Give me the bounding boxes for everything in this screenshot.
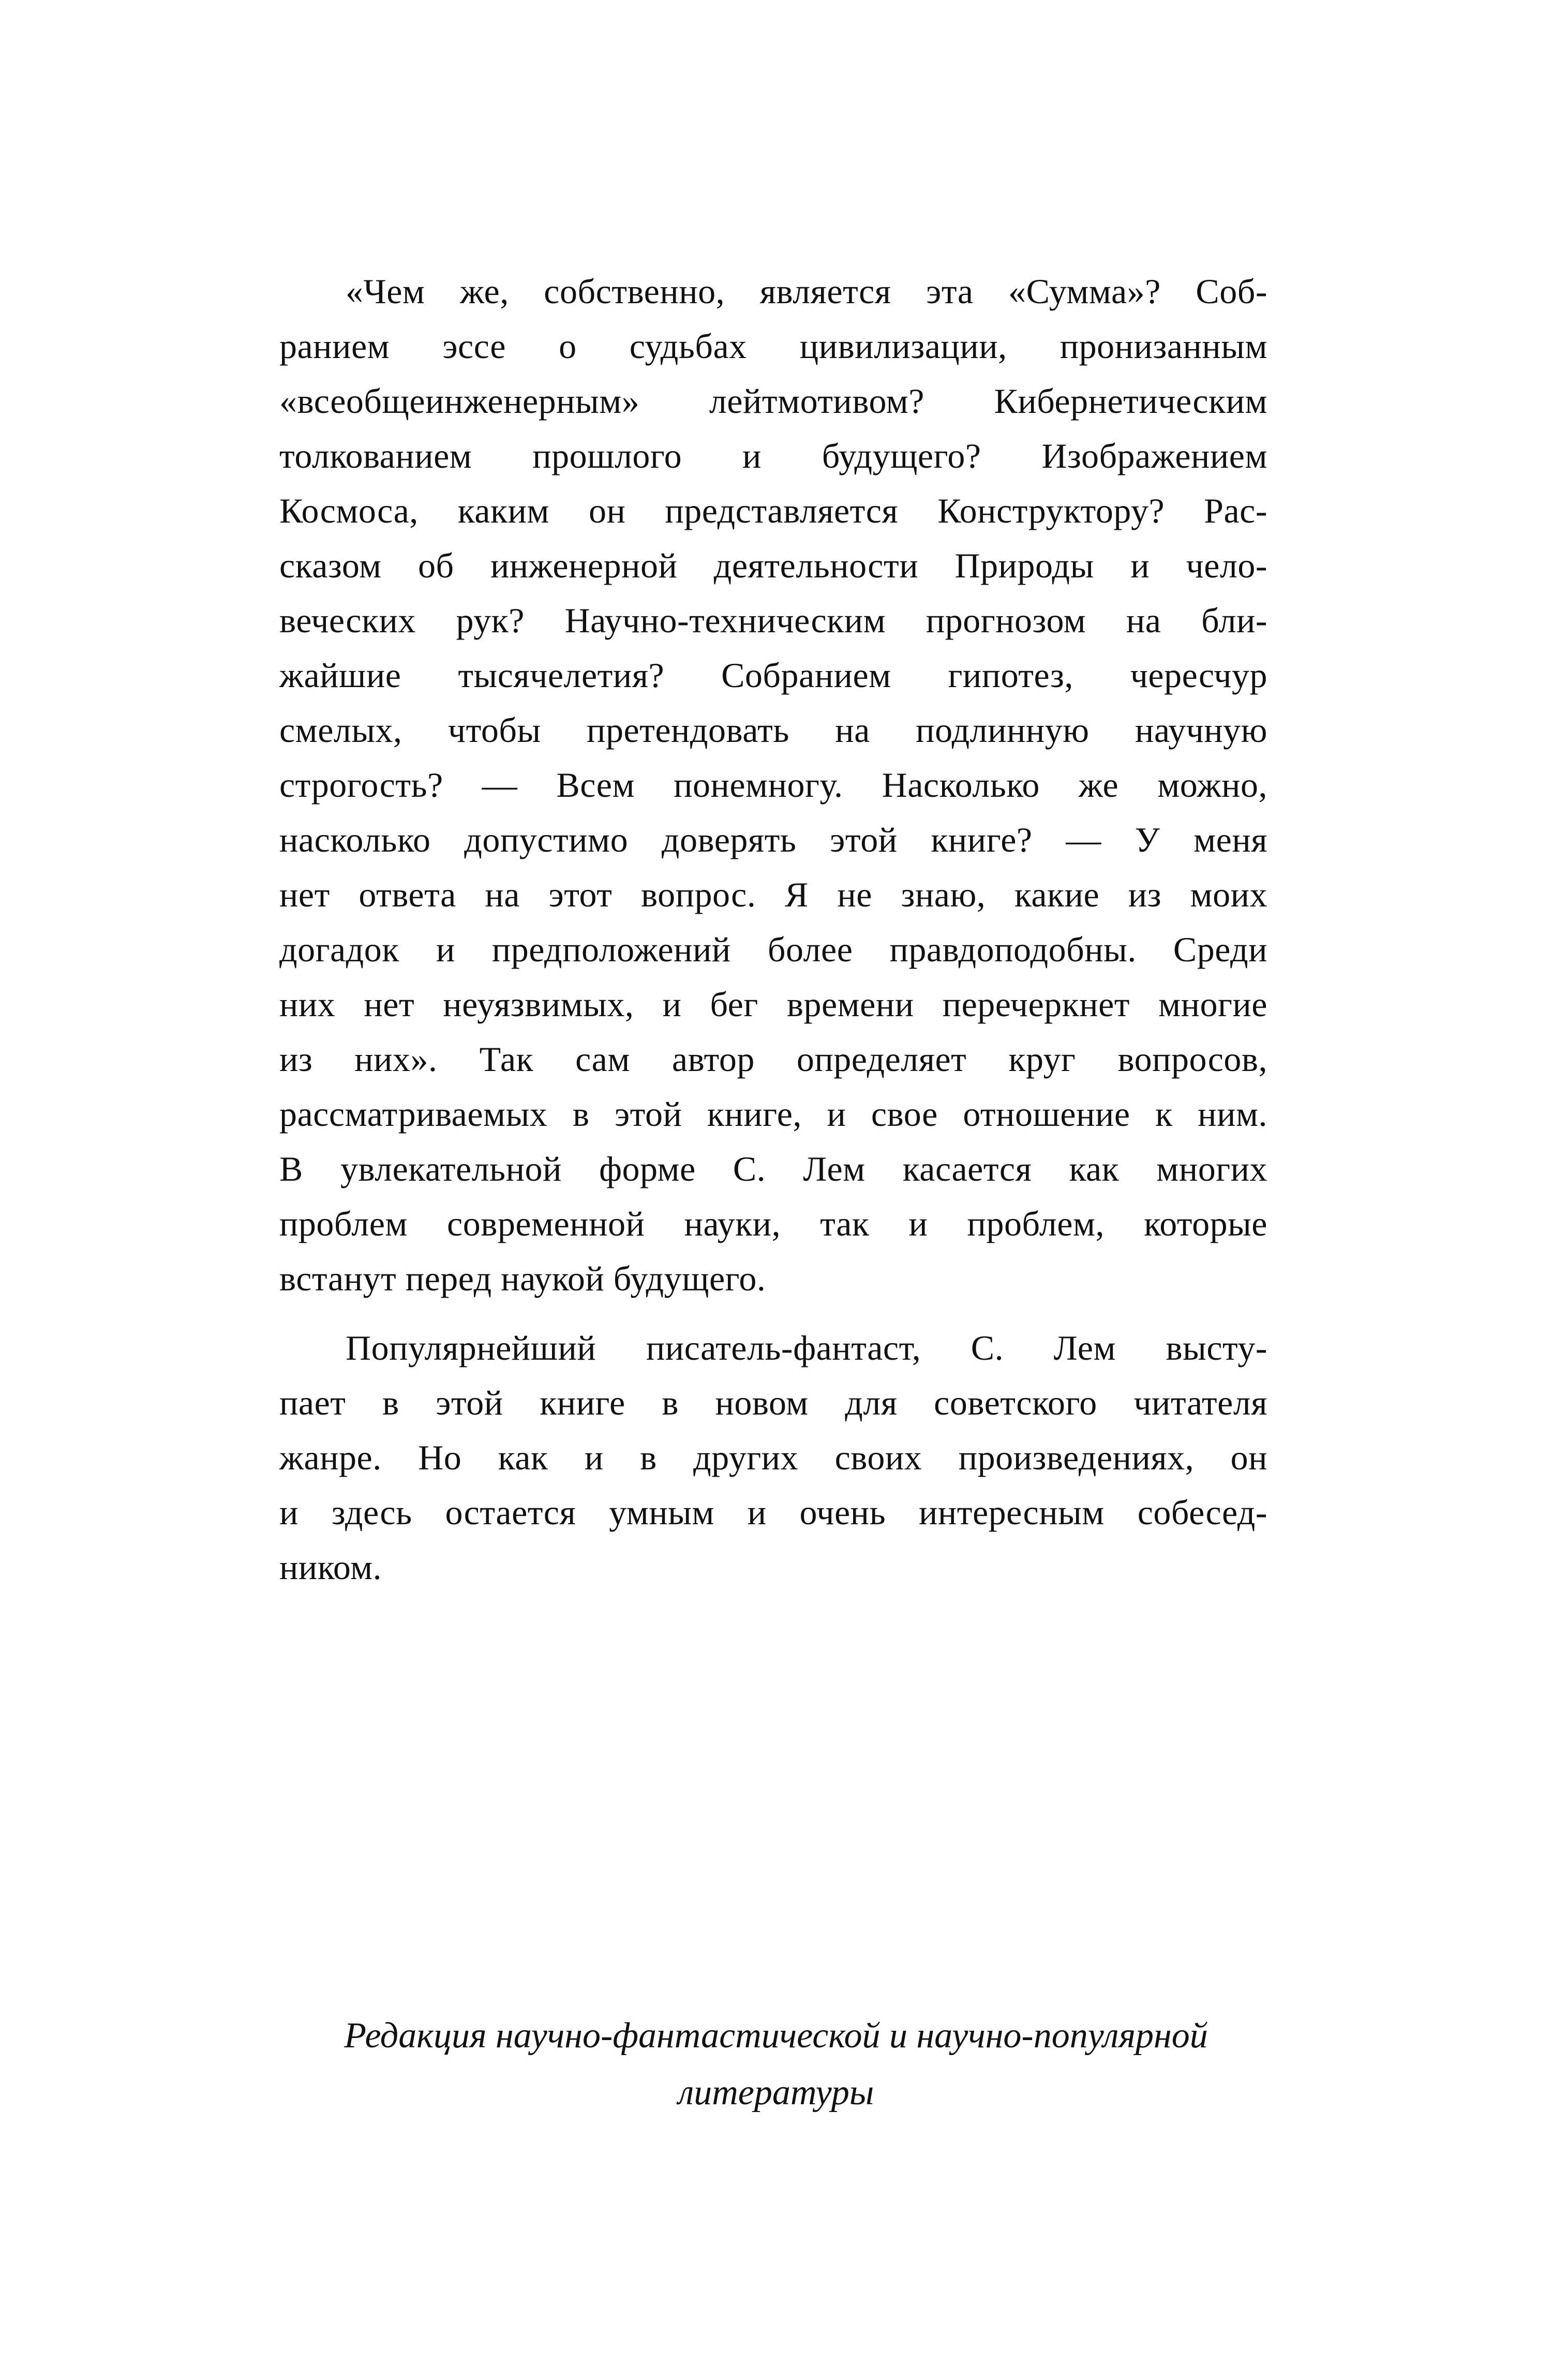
text-line: толкованием прошлого и будущего? Изображением xyxy=(279,436,1267,475)
paragraph-2 xyxy=(279,1320,1267,1595)
text-line: «всеобщеинженерным» лейтмотивом? Кибернетическим xyxy=(279,381,1267,421)
imprint-line: Редакция научно-фантастической и научно-популярной xyxy=(344,2016,1208,2056)
text-line: из них». Так сам автор определяет круг вопросов, xyxy=(279,1039,1267,1079)
text-line: жанре. Но как и в других своих произведениях, он xyxy=(279,1438,1267,1477)
imprint-line: литературы xyxy=(678,2073,874,2113)
text-line: них нет неуязвимых, и бег времени перечеркнет многие xyxy=(279,985,1267,1024)
text-line: встанут перед наукой будущего. xyxy=(279,1259,766,1298)
text-line: Космоса, каким он представляется Конструктору? Рас- xyxy=(279,491,1267,530)
text-line: жайшие тысячелетия? Собранием гипотез, чересчур xyxy=(279,656,1267,695)
text-line: Популярнейший писатель-фантаст, С. Лем высту- xyxy=(346,1328,1267,1367)
text-line: ранием эссе о судьбах цивилизации, пронизанным xyxy=(279,326,1267,366)
text-line: сказом об инженерной деятельности Природы и чело- xyxy=(279,546,1267,585)
paragraph-1 xyxy=(279,264,1267,1306)
text-line: В увлекательной форме С. Лем касается как многих xyxy=(279,1149,1267,1188)
text-line: рассматриваемых в этой книге, и свое отношение к ним. xyxy=(279,1094,1267,1134)
publisher-imprint xyxy=(259,2007,1293,2121)
text-line: и здесь остается умным и очень интересным собесед- xyxy=(279,1493,1267,1532)
text-line: веческих рук? Научно-техническим прогнозом на бли- xyxy=(279,601,1267,640)
text-line: строгость? — Всем понемногу. Насколько же можно, xyxy=(279,765,1267,805)
text-line: смелых, чтобы претендовать на подлинную научную xyxy=(279,710,1267,750)
text-line: пает в этой книге в новом для советского читателя xyxy=(279,1383,1267,1422)
text-line: догадок и предположений более правдоподобны. Среди xyxy=(279,930,1267,969)
annotation-text xyxy=(279,264,1267,1595)
text-line: ником. xyxy=(279,1548,382,1587)
text-line: насколько допустимо доверять этой книге? — У меня xyxy=(279,820,1267,859)
text-line: проблем современной науки, так и проблем, которые xyxy=(279,1204,1267,1243)
text-line: «Чем же, собственно, является эта «Сумма»? Соб- xyxy=(346,272,1267,311)
text-line: нет ответа на этот вопрос. Я не знаю, какие из моих xyxy=(279,875,1267,914)
